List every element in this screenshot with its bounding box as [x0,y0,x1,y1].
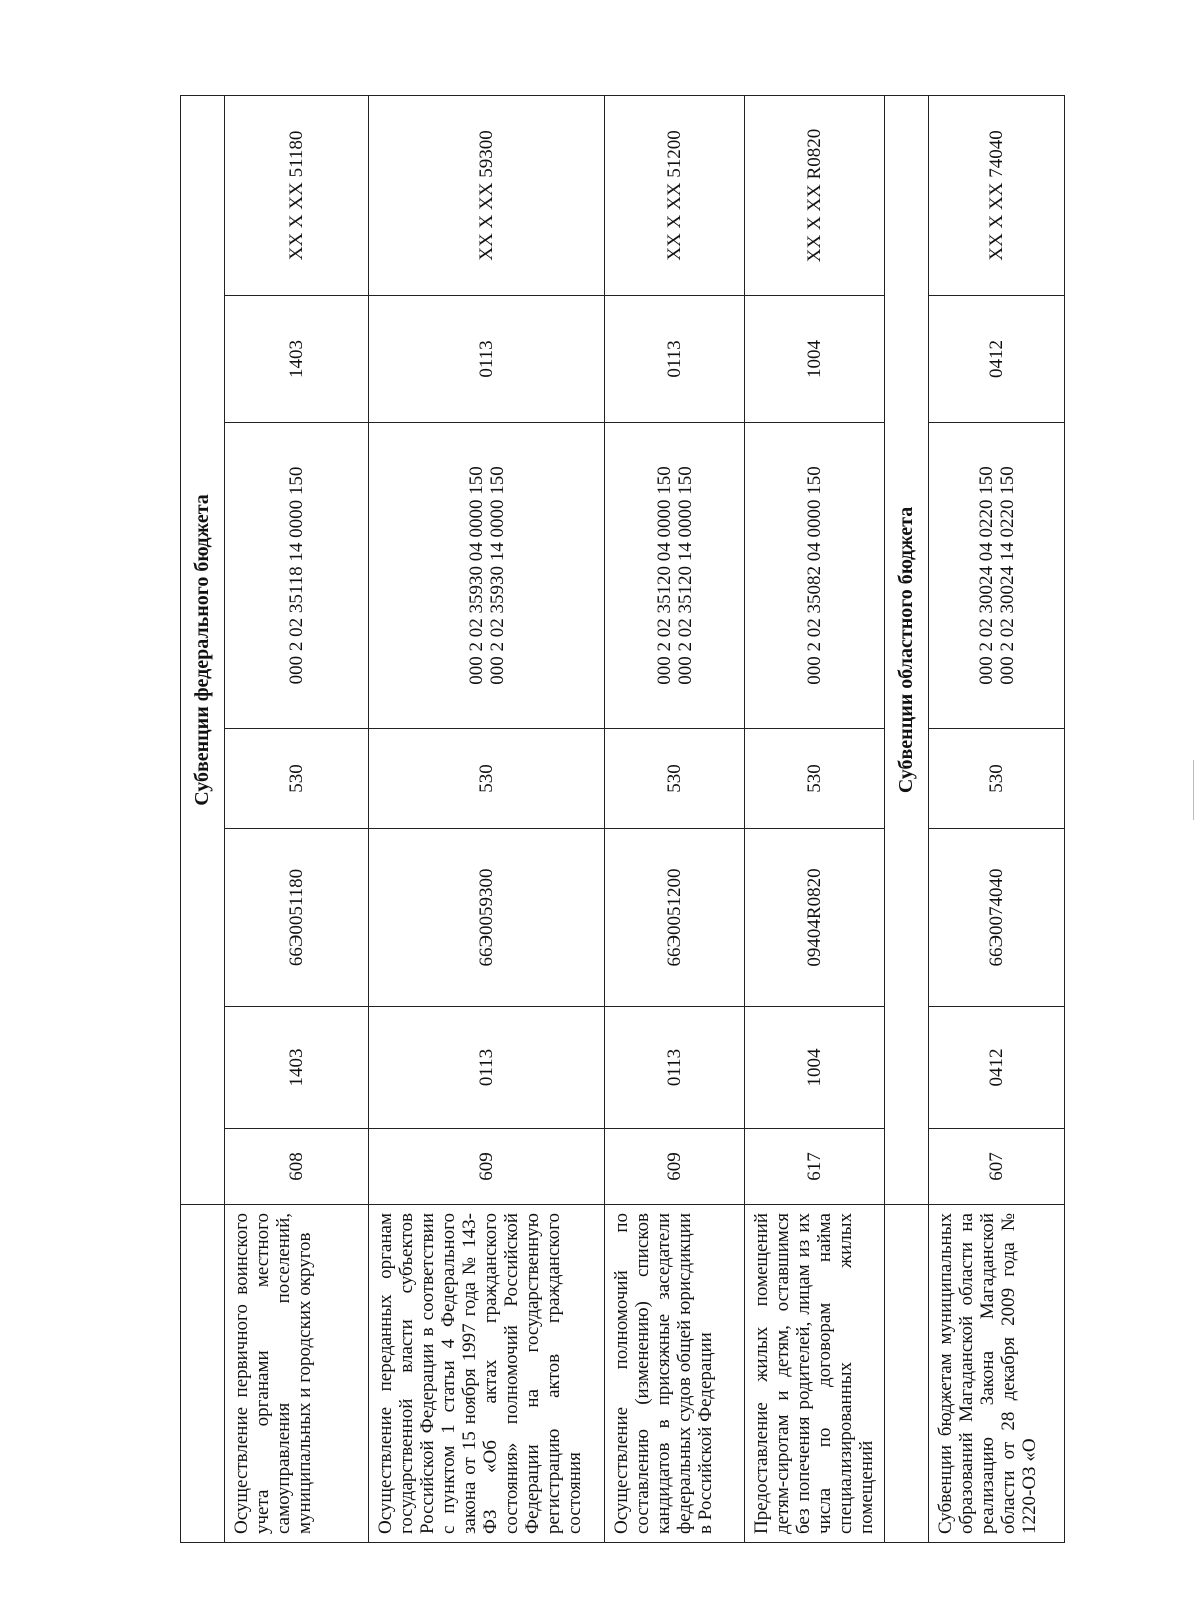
expense-type-cell: 530 [225,729,369,829]
expense-type-cell: 530 [605,729,745,829]
revenue-code-line: 000 2 02 30024 14 0220 150 [996,466,1018,685]
classification-code-cell: XX X XX 74040 [929,95,1065,295]
revenue-code-cell [369,423,605,729]
section-title: Субвенции федерального бюджета [181,95,225,1204]
revenue-code-cell [605,423,745,729]
classification-code-cell: XX X XX R0820 [745,95,885,295]
table-row [369,95,605,1542]
section-code-cell: 0113 [605,1007,745,1129]
section-code-cell: 0412 [929,1007,1065,1129]
description-cell: Субвенции бюджетам муниципальных образований Магаданской области на реализацию Закона Магаданской области от 28 декабря 2009 года № 1220-ОЗ «О [929,1205,1065,1543]
section-header-row [885,95,929,1542]
grbs-code-cell: 607 [929,1129,1065,1205]
table-row [225,95,369,1542]
classification-code-cell: XX X XX 51200 [605,95,745,295]
section-code-cell: 1004 [745,1007,885,1129]
description-cell: Осуществление первичного воинского учета органами местного самоуправления поселений, муниципальных и городских округов [225,1205,369,1543]
target-article-cell: 66Э0059300 [369,829,605,1007]
section-header-row [181,95,225,1542]
target-article-cell: 66Э0051200 [605,829,745,1007]
section-code-2-cell: 1004 [745,296,885,423]
target-article-cell: 66Э0074040 [929,829,1065,1007]
table-row [929,95,1065,1542]
classification-code-cell: XX X XX 51180 [225,95,369,295]
table-row [745,95,885,1542]
description-cell: Осуществление полномочий по составлению (изменению) списков кандидатов в присяжные заседатели федеральных судов общей юрисдикции в Российской Федерации [605,1205,745,1543]
subventions-table [180,95,1065,1543]
grbs-code-cell: 617 [745,1129,885,1205]
grbs-code-cell: 608 [225,1129,369,1205]
revenue-code-cell [745,423,885,729]
section-title: Субвенции областного бюджета [885,95,929,1204]
revenue-code-line: 000 2 02 30024 04 0220 150 [975,466,997,685]
scan-mark [1193,760,1194,820]
section-header-empty-cell [181,1205,225,1543]
expense-type-cell: 530 [369,729,605,829]
revenue-code-line: 000 2 02 35118 14 0000 150 [286,466,307,685]
table-row [605,95,745,1542]
classification-code-cell: XX X XX 59300 [369,95,605,295]
description-cell: Предоставление жилых помещений детям-сиротам и детям, оставшимся без попечения родителей, лицам из их числа по договорам найма специализированных жилых помещений [745,1205,885,1543]
revenue-code-line: 000 2 02 35930 04 0000 150 [465,466,487,685]
revenue-code-line: 000 2 02 35082 04 0000 150 [804,466,825,685]
grbs-code-cell: 609 [369,1129,605,1205]
section-code-cell: 0113 [369,1007,605,1129]
revenue-code-cell [929,423,1065,729]
rotated-page [180,96,1040,1543]
section-header-empty-cell [885,1205,929,1543]
description-cell: Осуществление переданных органам государственной власти субъектов Российской Федерации в соответствии с пунктом 1 статьи 4 Федерального закона от 15 ноября 1997 года № 143-ФЗ «Об актах гражданского состояния» полномочий Российской Федерации на государственную регистрацию актов гражданского состояния [369,1205,605,1543]
grbs-code-cell: 609 [605,1129,745,1205]
revenue-code-line: 000 2 02 35120 14 0000 150 [674,466,696,685]
section-code-2-cell: 1403 [225,296,369,423]
revenue-code-cell [225,423,369,729]
section-code-cell: 1403 [225,1007,369,1129]
expense-type-cell: 530 [929,729,1065,829]
section-code-2-cell: 0113 [605,296,745,423]
section-code-2-cell: 0412 [929,296,1065,423]
section-code-2-cell: 0113 [369,296,605,423]
expense-type-cell: 530 [745,729,885,829]
target-article-cell: 09404R0820 [745,829,885,1007]
revenue-code-line: 000 2 02 35120 04 0000 150 [653,466,675,685]
revenue-code-line: 000 2 02 35930 14 0000 150 [486,466,508,685]
target-article-cell: 66Э0051180 [225,829,369,1007]
